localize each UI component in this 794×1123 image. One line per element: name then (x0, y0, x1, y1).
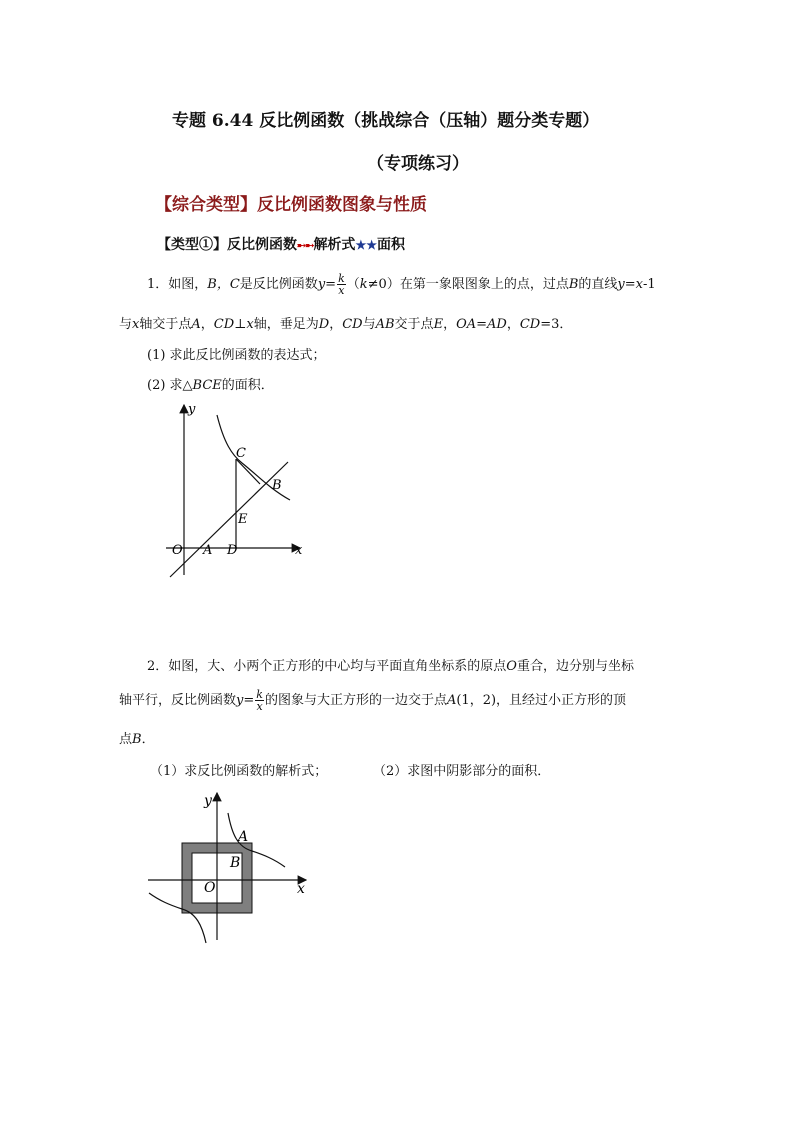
problem1-line2: 与x轴交于点A，CD⊥x轴，垂足为D，CD与AB交于点E，OA=AD，CD=3． (119, 317, 573, 332)
label-a: A (203, 543, 213, 558)
subsection-suffix: 面积 (376, 237, 405, 253)
problem1-question2: (2) 求△BCE的面积． (147, 378, 274, 393)
label-y: y (204, 793, 212, 809)
subsection-heading (157, 234, 405, 254)
label-x: x (297, 881, 305, 897)
problem2-figure (140, 785, 320, 945)
problem1-line1: 1．如图，B，C是反比例函数y= $\frac{k}{x}$ （k≠0）在第一象限图象上的点，过点B的直线y=x-1 (147, 272, 656, 297)
section-heading: 【综合类型】反比例函数图象与性质 (155, 195, 427, 215)
problem2-question1: （1）求反比例函数的解析式； (150, 764, 328, 779)
label-d: D (227, 543, 238, 558)
segment-bc (236, 459, 260, 484)
subsection-prefix: 【类型①】反比例函数 (157, 237, 297, 253)
label-e: E (238, 512, 248, 527)
label-b: B (230, 855, 241, 871)
problem2-line3: 点B． (119, 732, 155, 747)
label-x: x (295, 543, 303, 558)
label-y: y (188, 402, 196, 417)
line-ab (170, 462, 288, 577)
fraction-k-over-x: $\frac{k}{x}$ (256, 688, 263, 713)
label-a: A (238, 829, 249, 845)
problem2-line1: 2．如图，大、小两个正方形的中心均与平面直角坐标系的原点O重合，边分别与坐标 (147, 659, 634, 674)
page-subtitle: （专项练习） (367, 154, 469, 174)
problem1-question1: (1) 求此反比例函数的表达式； (147, 348, 326, 363)
fraction-k-over-x: $\frac{k}{x}$ (338, 272, 345, 297)
label-c: C (236, 446, 246, 461)
arrow-icon: ➸➸ (297, 239, 314, 252)
page-title: 专题 6.44 反比例函数（挑战综合（压轴）题分类专题） (172, 111, 600, 131)
problem2-question2: （2）求图中阴影部分的面积． (373, 764, 551, 779)
problem2-line2: 轴平行，反比例函数y= $\frac{k}{x}$ 的图象与大正方形的一边交于点A(1，2)，且经过小正方形的顶 (119, 688, 627, 713)
label-o: O (204, 880, 216, 896)
problem1-figure (160, 395, 320, 595)
label-o: O (172, 543, 183, 558)
label-b: B (272, 478, 282, 493)
star-icon: ★★ (355, 238, 377, 252)
subsection-middle: 解析式 (313, 237, 356, 253)
